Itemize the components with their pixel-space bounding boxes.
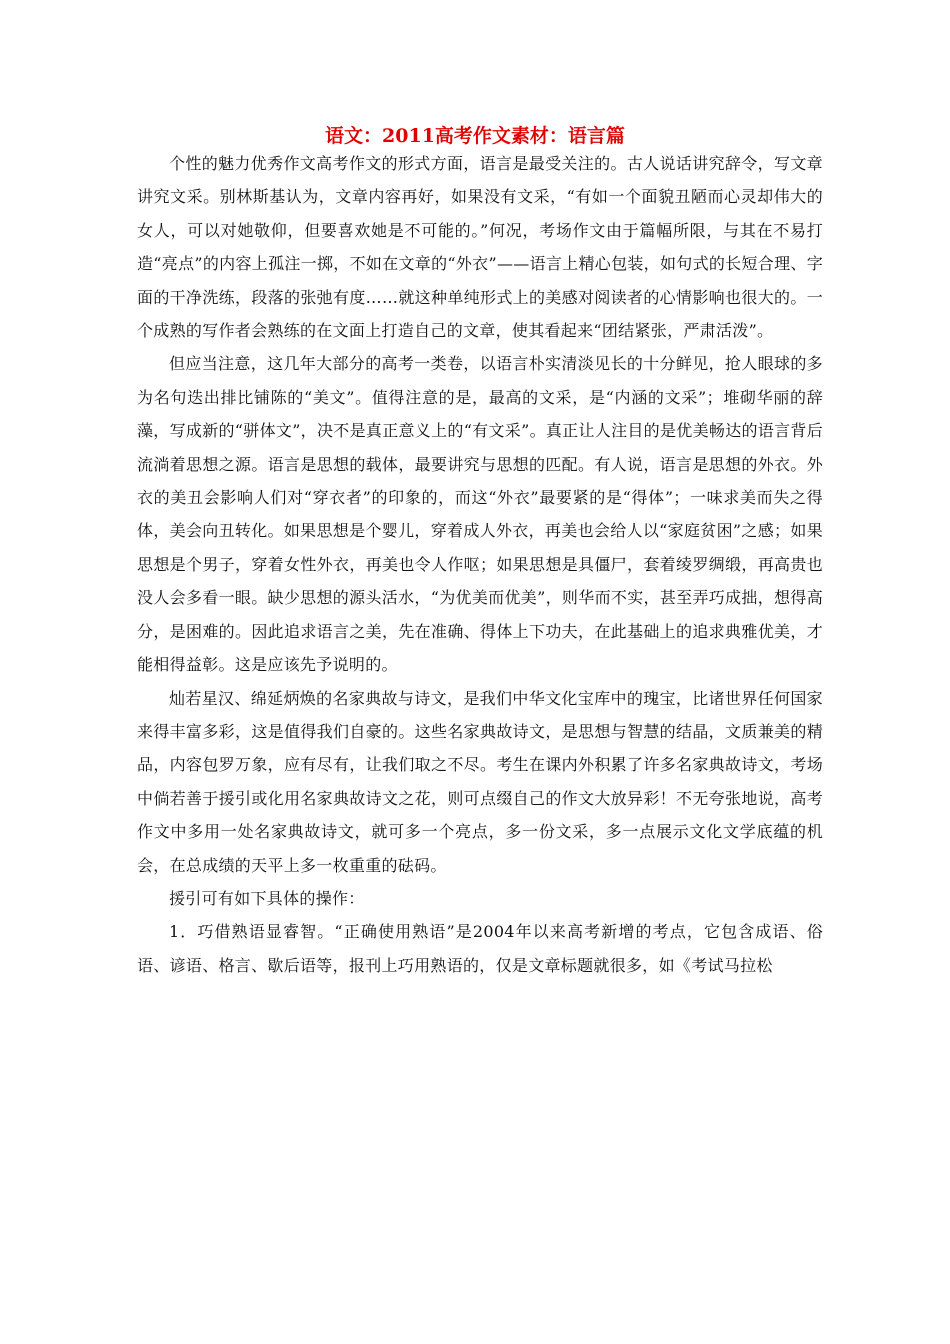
paragraph: 1．巧借熟语显睿智。“正确使用熟语”是2004年以来高考新增的考点，它包含成语、俗语、谚语、格言、歇后语等，报刊上巧用熟语的，仅是文章标题就很多，如《考试马拉松 [137, 922, 823, 975]
document-title: 语文：2011高考作文素材：语言篇 [325, 125, 625, 147]
paragraph: 援引可有如下具体的操作： [169, 888, 365, 908]
paragraph: 灿若星汉、绵延炳焕的名家典故与诗文，是我们中华文化宝库中的瑰宝，比诸世界任何国家来得丰富多彩，这是值得我们自豪的。这些名家典故诗文，是思想与智慧的结晶，文质兼美的精品，内容包罗万象，应有尽有，让我们取之不尽。考生在课内外积累了许多名家典故诗文，考场中倘若善于援引或化用名家典故诗文之花，则可点缀自己的作文大放异彩！不无夸张地说，高考作文中多用一处名家典故诗文，就可多一个亮点，多一份文采，多一点展示文化文学底蕴的机会，在总成绩的天平上多一枚重重的砝码。 [137, 688, 823, 875]
document-body [137, 147, 823, 982]
paragraph: 但应当注意，这几年大部分的高考一类卷，以语言朴实清淡见长的十分鲜见，抢人眼球的多为名句迭出排比铺陈的“美文”。值得注意的是，最高的文采，是“内涵的文采”；堆砌华丽的辞藻，写成新的“骈体文”，决不是真正意义上的“有文采”。真正让人注目的是优美畅达的语言背后流淌着思想之源。语言是思想的载体，最要讲究与思想的匹配。有人说，语言是思想的外衣。外衣的美丑会影响人们对“穿衣者”的印象的，而这“外衣”最要紧的是“得体”；一味求美而失之得体，美会向丑转化。如果思想是个婴儿，穿着成人外衣，再美也会给人以“家庭贫困”之感；如果思想是个男子，穿着女性外衣，再美也令人作呕；如果思想是具僵尸，套着绫罗绸缎，再高贵也没人会多看一眼。缺少思想的源头活水，“为优美而优美”，则华而不实，甚至弄巧成拙，想得高分，是困难的。因此追求语言之美，先在准确、得体上下功夫，在此基础上的追求典雅优美，才能相得益彰。这是应该先予说明的。 [137, 354, 823, 675]
paragraph: 个性的魅力优秀作文高考作文的形式方面，语言是最受关注的。古人说话讲究辞令，写文章讲究文采。别林斯基认为，文章内容再好，如果没有文采，“有如一个面貌丑陋而心灵却伟大的女人，可以对她敬仰，但要喜欢她是不可能的。”何况，考场作文由于篇幅所限，与其在不易打造“亮点”的内容上孤注一掷，不如在文章的“外衣”——语言上精心包装，如句式的长短合理、字面的干净洗练，段落的张弛有度……就这种单纯形式上的美感对阅读者的心情影响也很大的。一个成熟的写作者会熟练的在文面上打造自己的文章，使其看起来“团结紧张，严肃活泼”。 [137, 154, 823, 341]
